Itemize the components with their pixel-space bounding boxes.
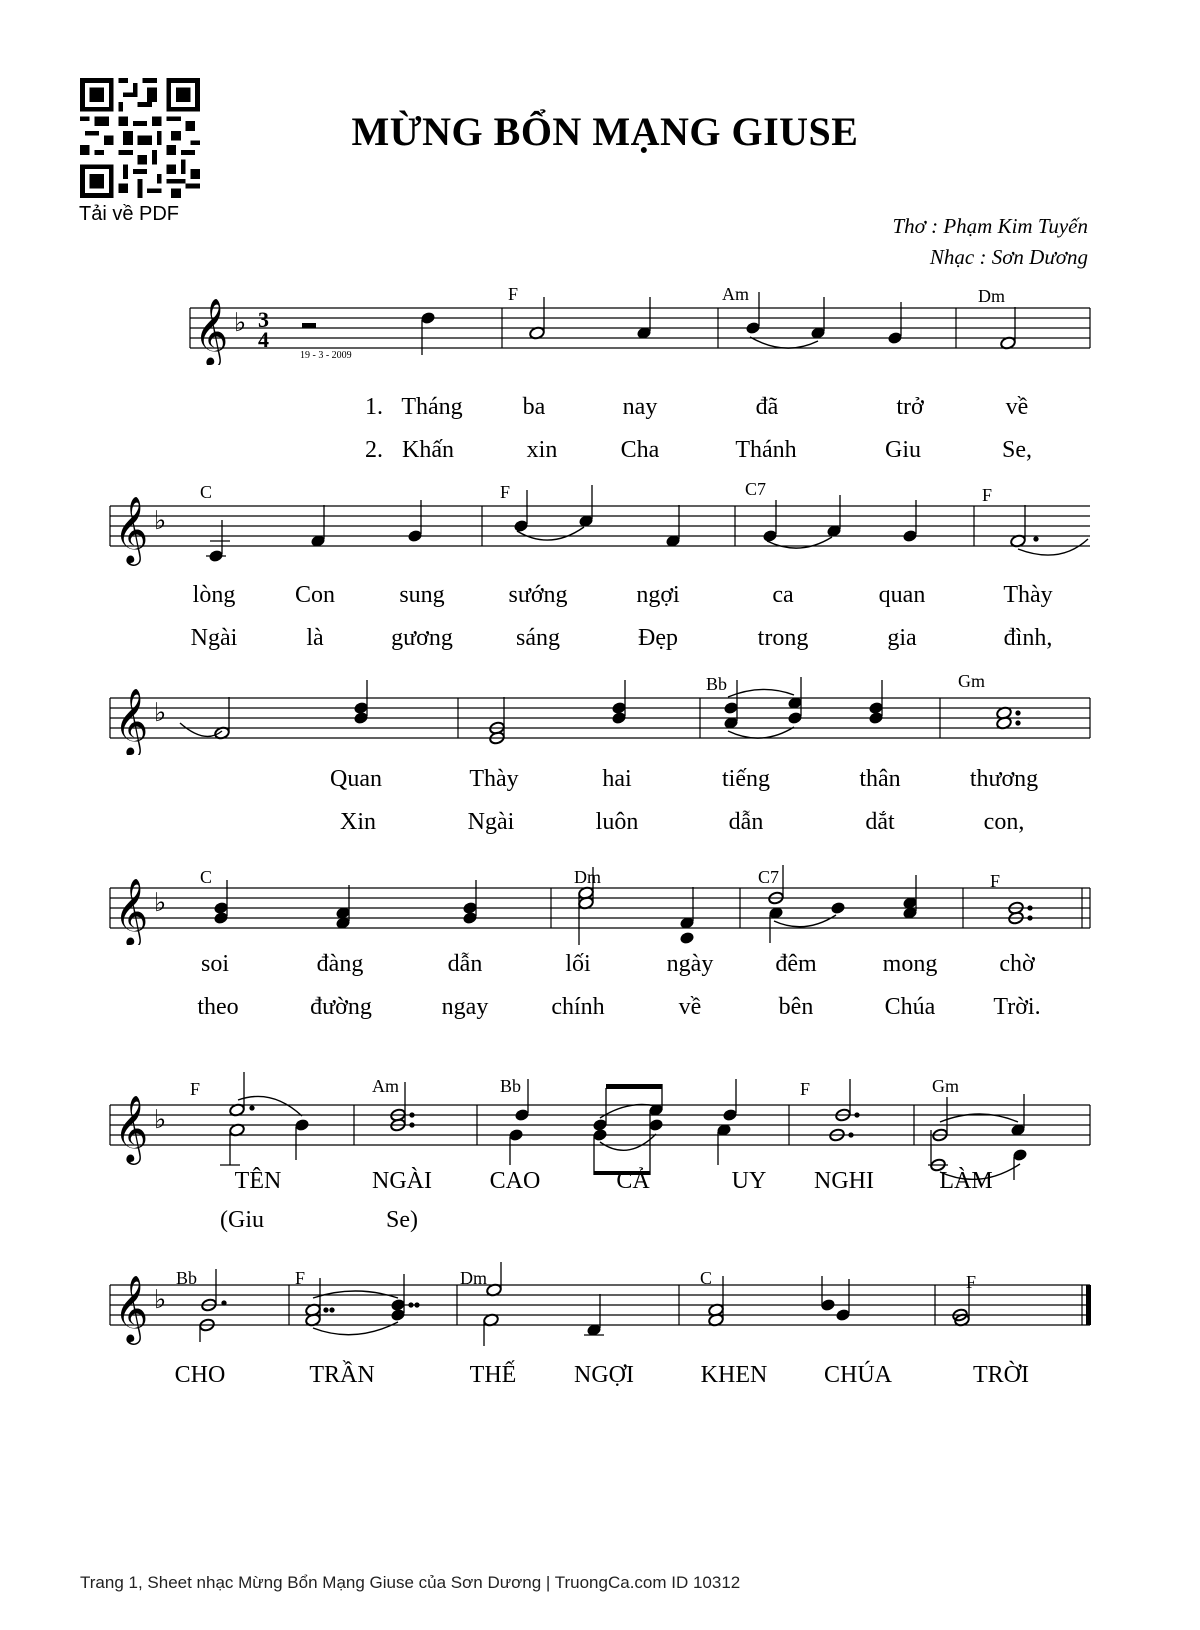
staff-system-2 — [0, 483, 1200, 568]
half-rest-icon — [302, 323, 316, 328]
flat-key-icon: ♭ — [154, 1285, 167, 1315]
chord-label: F — [966, 1272, 977, 1292]
flat-key-icon: ♭ — [154, 506, 167, 536]
lyric-refrain: TÊN NGÀI CAO CẢ UY NGHI LÀM — [234, 1168, 993, 1194]
flat-key-icon: ♭ — [154, 888, 167, 918]
chord-label: Dm — [460, 1268, 487, 1288]
lyric-verse-1: Quan Thày hai tiếng thân thương — [330, 766, 1039, 792]
lyric-refrain-end: CHO TRẦN THẾ NGỢI KHEN CHÚA TRỜI — [174, 1362, 1029, 1388]
treble-clef-icon: 𝄞 — [114, 1274, 149, 1342]
chord-label: F — [190, 1079, 201, 1099]
lyric-verse-2: 2. Khấn xin Cha Thánh Giu Se, — [365, 437, 1032, 463]
chord-label: F — [990, 871, 1001, 891]
chord-label: F — [982, 485, 993, 505]
flat-key-icon: ♭ — [154, 698, 167, 728]
page-footer: Trang 1, Sheet nhạc Mừng Bổn Mạng Giuse của Sơn Dương | TruongCa.com ID 10312 — [80, 1573, 741, 1592]
lyric-verse-2: Ngài là gương sáng Đẹp trong gia đình, — [190, 625, 1053, 651]
chord-label: F — [500, 483, 511, 502]
time-sig-top: 3 — [258, 307, 269, 332]
chord-label: C7 — [758, 867, 780, 887]
treble-clef-icon: 𝄞 — [114, 1094, 149, 1162]
staff-system-3 — [0, 675, 1200, 755]
treble-clef-icon: 𝄞 — [194, 297, 229, 365]
treble-clef-icon: 𝄞 — [114, 495, 149, 563]
lyric-refrain-alt: (Giu Se) — [220, 1207, 418, 1233]
flat-key-icon: ♭ — [234, 308, 247, 338]
chord-label: F — [295, 1268, 306, 1288]
treble-clef-icon: 𝄞 — [114, 877, 149, 945]
staff-system-1 — [0, 285, 1200, 365]
chord-label: C7 — [745, 483, 767, 499]
chord-label: Bb — [500, 1076, 522, 1096]
song-title: MỪNG BỔN MẠNG GIUSE — [351, 109, 859, 154]
download-pdf-caption[interactable]: Tải về PDF — [79, 203, 180, 225]
lyric-verse-1: soi đàng dẫn lối ngày đêm mong chờ — [200, 951, 1035, 977]
chord-label: C — [200, 483, 213, 502]
treble-clef-icon: 𝄞 — [114, 687, 149, 755]
chord-label: Dm — [574, 867, 601, 887]
chord-label: F — [508, 285, 519, 304]
flat-key-icon: ♭ — [154, 1105, 167, 1135]
chord-label: Gm — [958, 675, 985, 691]
chord-label: Gm — [932, 1076, 959, 1096]
time-sig-bottom: 4 — [258, 327, 269, 352]
staff-system-4 — [0, 865, 1200, 945]
poet-credit: Thơ : Phạm Kim Tuyến — [892, 214, 1088, 238]
chord-label: Bb — [706, 675, 728, 694]
chord-label: Am — [722, 285, 749, 304]
chord-label: C — [700, 1268, 713, 1288]
lyric-verse-2: Xin Ngài luôn dẫn dắt con, — [340, 809, 1025, 835]
lyric-verse-1: lòng Con sung sướng ngợi ca quan Thày — [192, 582, 1053, 608]
lyric-verse-2: theo đường ngay chính về bên Chúa Trời. — [197, 994, 1041, 1020]
date-note: 19 - 3 - 2009 — [300, 350, 352, 361]
chord-label: F — [800, 1079, 811, 1099]
chord-label: Bb — [176, 1268, 198, 1288]
chord-label: C — [200, 867, 213, 887]
chord-label: Dm — [978, 286, 1005, 306]
composer-credit: Nhạc : Sơn Dương — [929, 245, 1088, 269]
staff-system-6 — [0, 1262, 1200, 1352]
lyric-verse-1: 1. Tháng ba nay đã trở về — [365, 394, 1029, 420]
staff-system-5 — [0, 1070, 1200, 1180]
chord-label: Am — [372, 1076, 399, 1096]
